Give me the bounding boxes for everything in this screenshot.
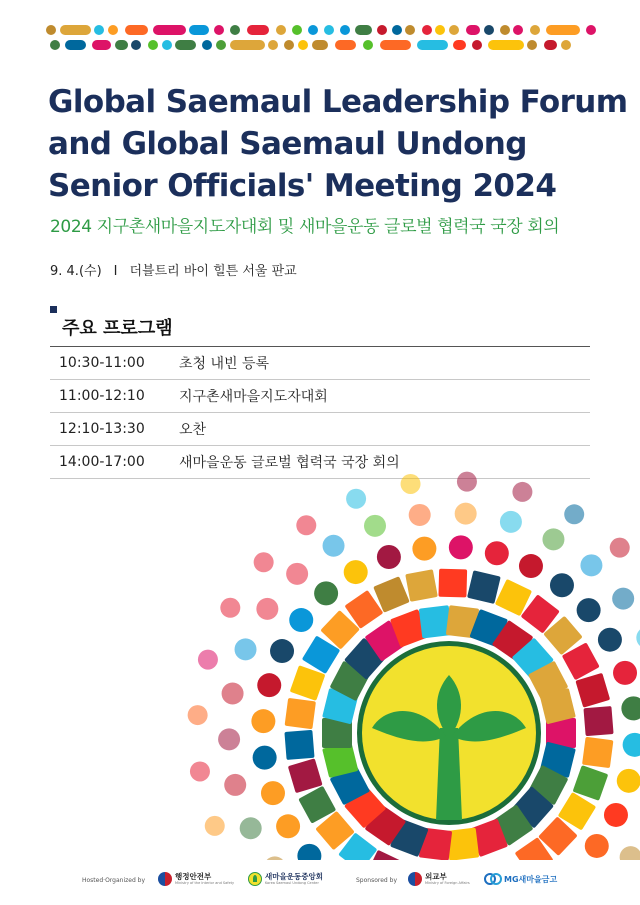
burst-tile	[276, 814, 300, 838]
burst-tile	[405, 569, 438, 602]
decorative-dot	[586, 25, 596, 35]
hosted-organized-label: Hosted·Organized by	[82, 877, 146, 884]
burst-tile	[270, 639, 294, 663]
decorative-dot	[216, 40, 226, 50]
korea-government-emblem-icon	[408, 872, 422, 886]
decorative-dot	[175, 40, 196, 50]
burst-tile	[583, 706, 613, 736]
burst-tile	[198, 650, 218, 670]
organizer-subname: Korea Saemaul Undong Center	[265, 880, 319, 885]
decorative-dot	[60, 25, 91, 35]
burst-tile	[296, 515, 316, 535]
burst-tile	[235, 638, 257, 660]
korean-subtitle: 2024 지구촌새마을지도자대회 및 새마을운동 글로벌 협력국 국장 회의	[50, 217, 560, 237]
burst-tile	[610, 538, 630, 558]
decorative-dot-band	[0, 0, 640, 60]
burst-tile	[364, 515, 386, 537]
decorative-dot	[546, 25, 580, 35]
burst-tile	[222, 682, 244, 704]
decorative-dot	[324, 25, 334, 35]
organizer-name: 새마을운동중앙회	[265, 872, 323, 881]
schedule-event: 오찬	[179, 422, 207, 438]
burst-tile	[500, 511, 522, 533]
schedule-event: 지구촌새마을지도자대회	[179, 389, 328, 405]
burst-tile	[344, 560, 368, 584]
title-line-1: Global Saemaul Leadership Forum	[48, 84, 628, 120]
decorative-dot	[46, 25, 56, 35]
sponsor-mg	[484, 873, 557, 885]
decorative-dot	[466, 25, 480, 35]
organizer-saemaul	[248, 872, 323, 886]
burst-tile	[621, 696, 640, 720]
decorative-dot	[335, 40, 356, 50]
burst-tile	[256, 598, 278, 620]
burst-tile	[457, 472, 477, 492]
burst-tile	[288, 758, 323, 793]
burst-tile	[224, 774, 246, 796]
decorative-dot	[65, 40, 86, 50]
schedule-time: 14:00-17:00	[59, 454, 145, 470]
sponsored-label: Sponsored by	[356, 877, 397, 884]
date-venue-line	[50, 260, 297, 279]
mg-logo-icon	[484, 873, 502, 885]
decorative-dot	[453, 40, 466, 50]
burst-tile	[636, 627, 640, 649]
burst-tile	[409, 504, 431, 526]
decorative-dot	[153, 25, 186, 35]
decorative-dot	[247, 25, 269, 35]
decorative-dot	[92, 40, 111, 50]
decorative-dot	[230, 40, 265, 50]
decorative-dot	[405, 25, 415, 35]
sponsor-subname: Ministry of Foreign Affairs	[425, 880, 470, 885]
burst-tile	[580, 554, 602, 576]
decorative-dot	[435, 25, 445, 35]
decorative-dot	[312, 40, 328, 50]
burst-tile	[377, 545, 401, 569]
decorative-dot	[94, 25, 104, 35]
burst-tile	[613, 661, 637, 685]
burst-tile	[467, 570, 501, 604]
decorative-dot	[268, 40, 278, 50]
schedule-time: 11:00-12:10	[59, 388, 145, 404]
burst-tile	[449, 535, 473, 559]
burst-tile	[284, 730, 314, 760]
burst-tile	[240, 817, 262, 839]
decorative-dot	[230, 25, 240, 35]
burst-tile	[617, 769, 640, 793]
burst-tile	[285, 698, 316, 729]
burst-tile	[218, 728, 240, 750]
organizer-subname: Ministry of the Interior and Safety	[175, 880, 235, 885]
decorative-dot	[50, 40, 60, 50]
organizer-name: 행정안전부	[175, 872, 212, 881]
burst-tile	[575, 673, 610, 708]
decorative-dot	[189, 25, 209, 35]
burst-tile	[550, 573, 574, 597]
burst-tile	[401, 474, 421, 494]
decorative-dot	[484, 25, 494, 35]
burst-tile	[585, 834, 609, 858]
organizer-mois	[158, 872, 234, 886]
decorative-dot	[513, 25, 523, 35]
separator: I	[113, 264, 118, 279]
title-line-2: and Global Saemaul Undong	[48, 126, 527, 162]
decorative-dot	[417, 40, 448, 50]
burst-tile	[582, 737, 613, 768]
decorative-dot	[472, 40, 482, 50]
korea-government-emblem-icon	[158, 872, 172, 886]
schedule-time: 12:10-13:30	[59, 421, 145, 437]
decorative-dot	[355, 25, 372, 35]
burst-tile	[412, 537, 436, 561]
decorative-dot	[308, 25, 318, 35]
decorative-dot	[202, 40, 212, 50]
burst-tile	[604, 803, 628, 827]
decorative-dot	[488, 40, 524, 50]
burst-tile	[564, 504, 584, 524]
decorative-dot	[363, 40, 373, 50]
decorative-dot	[292, 25, 302, 35]
schedule-event: 새마을운동 글로벌 협력국 국장 회의	[179, 455, 400, 471]
burst-tile	[257, 673, 281, 697]
burst-tile	[519, 554, 543, 578]
event-venue: 더블트리 바이 힐튼 서울 판교	[129, 264, 297, 279]
burst-tile	[251, 709, 275, 733]
decorative-dot	[527, 40, 537, 50]
decorative-dot	[148, 40, 158, 50]
burst-tile	[623, 733, 640, 757]
schedule-row	[50, 380, 590, 413]
title-line-3: Senior Officials' Meeting 2024	[48, 168, 557, 204]
burst-tile	[314, 581, 338, 605]
decorative-dot	[392, 25, 402, 35]
event-date: 9. 4.(수)	[50, 264, 102, 279]
burst-tile	[485, 541, 509, 565]
burst-tile	[346, 489, 366, 509]
decorative-dot	[298, 40, 308, 50]
decorative-dot	[162, 40, 172, 50]
decorative-dot	[115, 40, 128, 50]
burst-tile	[438, 569, 467, 598]
heading-square-icon	[50, 306, 57, 313]
burst-tile	[323, 535, 345, 557]
burst-tile	[254, 552, 274, 572]
program-heading-label: 주요 프로그램	[62, 318, 173, 339]
burst-tile	[297, 844, 321, 860]
burst-tile	[577, 598, 601, 622]
burst-tile	[253, 746, 277, 770]
decorative-dot	[377, 25, 387, 35]
decorative-dot	[340, 25, 350, 35]
decorative-dot	[500, 25, 510, 35]
schedule-table	[50, 346, 590, 479]
burst-tile	[286, 563, 308, 585]
saemaul-logo-icon	[248, 872, 262, 886]
sponsor-name: MG새마을금고	[504, 874, 558, 884]
decorative-dot	[449, 25, 459, 35]
burst-tile	[455, 503, 477, 525]
decorative-dot	[125, 25, 148, 35]
schedule-row	[50, 347, 590, 380]
decorative-dot	[561, 40, 571, 50]
decorative-dot	[284, 40, 294, 50]
burst-tile	[512, 482, 532, 502]
schedule-row	[50, 413, 590, 446]
decorative-dot	[544, 40, 557, 50]
burst-tile	[220, 598, 240, 618]
burst-tile	[261, 781, 285, 805]
burst-tile	[598, 628, 622, 652]
decorative-dot	[422, 25, 432, 35]
saemaul-sprout-emblem-graphic	[0, 470, 640, 860]
sponsor-mofa	[408, 872, 470, 886]
schedule-event: 초청 내빈 등록	[179, 356, 270, 372]
decorative-dot	[530, 25, 540, 35]
burst-tile	[612, 588, 634, 610]
decorative-dot	[108, 25, 118, 35]
burst-tile	[289, 608, 313, 632]
decorative-dot	[214, 25, 224, 35]
schedule-time: 10:30-11:00	[59, 355, 145, 371]
burst-tile	[190, 761, 210, 781]
decorative-dot	[131, 40, 141, 50]
decorative-dot	[380, 40, 411, 50]
burst-tile	[542, 528, 564, 550]
burst-tile	[188, 705, 208, 725]
burst-tile	[620, 846, 640, 860]
burst-tile	[205, 816, 225, 836]
decorative-dot	[276, 25, 286, 35]
footer	[0, 860, 640, 905]
sponsor-name: 외교부	[425, 872, 447, 881]
